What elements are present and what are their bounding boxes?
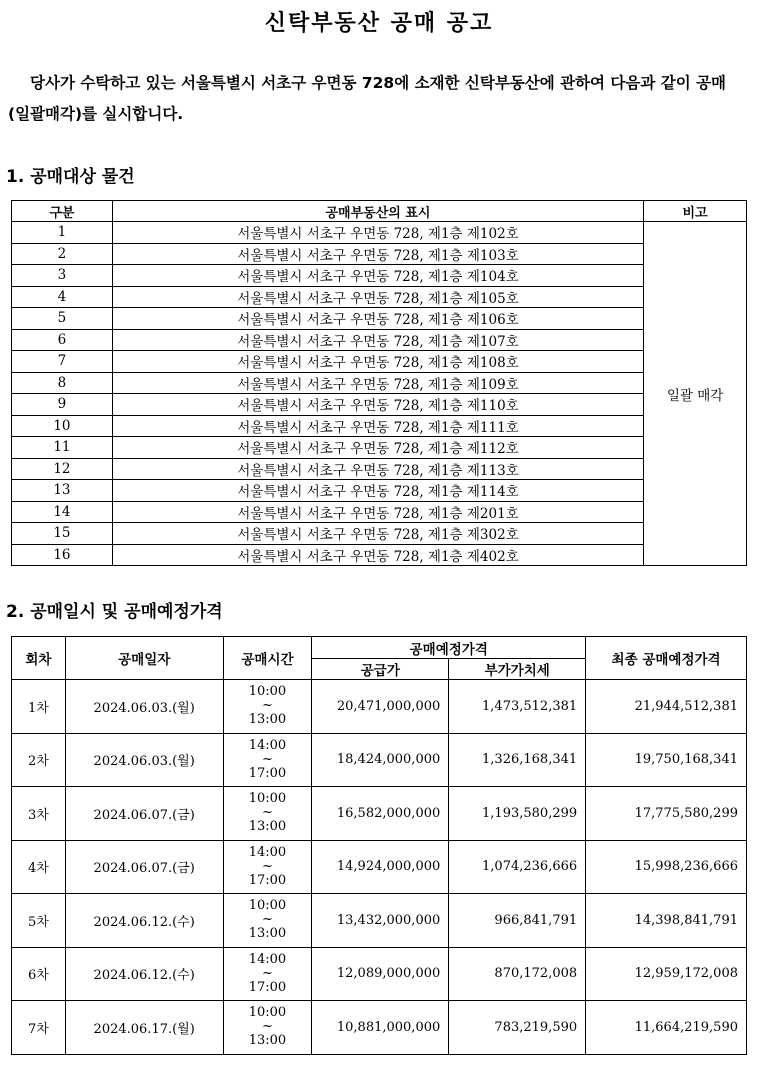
table-row (12, 680, 747, 734)
header-price-group: 공매예정가격 (312, 637, 586, 659)
round-cell: 1차 (12, 680, 66, 734)
row-number: 8 (12, 372, 113, 394)
time-tilde: ~ (262, 751, 273, 767)
time-tilde: ~ (262, 1019, 273, 1035)
final-price-cell: 14,398,841,791 (586, 894, 747, 948)
property-table-body (12, 222, 747, 566)
table-row (12, 437, 747, 459)
date-cell: 2024.06.12.(수) (65, 894, 223, 948)
supply-price-cell: 12,089,000,000 (312, 947, 449, 1001)
header-date: 공매일자 (65, 637, 223, 680)
row-number: 11 (12, 437, 113, 459)
round-cell: 7차 (12, 1001, 66, 1055)
time-end: 17:00 (248, 765, 287, 781)
table-row (12, 523, 747, 545)
supply-price-cell: 16,582,000,000 (312, 787, 449, 841)
table-row (12, 544, 747, 566)
header-vat: 부가가치세 (449, 659, 586, 680)
time-cell (223, 947, 312, 1001)
time-end: 13:00 (248, 1033, 287, 1049)
property-description: 서울특별시 서초구 우면동 728, 제1층 제105호 (112, 286, 643, 308)
final-price-cell: 21,944,512,381 (586, 680, 747, 734)
final-price-cell: 17,775,580,299 (586, 787, 747, 841)
date-cell: 2024.06.17.(월) (65, 1001, 223, 1055)
round-cell: 6차 (12, 947, 66, 1001)
table-row (12, 787, 747, 841)
note-cell: 일괄 매각 (644, 222, 747, 566)
property-description: 서울특별시 서초구 우면동 728, 제1층 제109호 (112, 372, 643, 394)
time-start: 10:00 (248, 1005, 287, 1021)
row-number: 14 (12, 501, 113, 523)
table-row (12, 372, 747, 394)
time-tilde: ~ (262, 858, 273, 874)
time-start: 10:00 (248, 898, 287, 914)
supply-price-cell: 14,924,000,000 (312, 840, 449, 894)
table-row (12, 894, 747, 948)
vat-cell: 783,219,590 (449, 1001, 586, 1055)
row-number: 2 (12, 243, 113, 265)
section2-heading: 2. 공매일시 및 공매예정가격 (6, 602, 223, 622)
table-row (12, 351, 747, 373)
table-row (12, 286, 747, 308)
round-cell: 5차 (12, 894, 66, 948)
row-number: 15 (12, 523, 113, 545)
table-row (12, 308, 747, 330)
round-cell: 2차 (12, 733, 66, 787)
row-number: 16 (12, 544, 113, 566)
row-number: 12 (12, 458, 113, 480)
table-row (12, 265, 747, 287)
final-price-cell: 19,750,168,341 (586, 733, 747, 787)
property-description: 서울특별시 서초구 우면동 728, 제1층 제302호 (112, 523, 643, 545)
time-start: 14:00 (248, 844, 287, 860)
final-price-cell: 11,664,219,590 (586, 1001, 747, 1055)
table-row (12, 415, 747, 437)
time-start: 10:00 (248, 684, 287, 700)
time-cell (223, 733, 312, 787)
table-row (12, 947, 747, 1001)
time-end: 17:00 (248, 872, 287, 888)
time-cell (223, 680, 312, 734)
property-description: 서울특별시 서초구 우면동 728, 제1층 제113호 (112, 458, 643, 480)
final-price-cell: 15,998,236,666 (586, 840, 747, 894)
vat-cell: 1,074,236,666 (449, 840, 586, 894)
date-cell: 2024.06.07.(금) (65, 840, 223, 894)
date-cell: 2024.06.03.(월) (65, 733, 223, 787)
header-note: 비고 (644, 201, 747, 222)
schedule-table-body (12, 680, 747, 1055)
round-cell: 3차 (12, 787, 66, 841)
table-row (12, 480, 747, 502)
row-number: 3 (12, 265, 113, 287)
header-category: 구분 (12, 201, 113, 222)
row-number: 4 (12, 286, 113, 308)
time-end: 13:00 (248, 926, 287, 942)
supply-price-cell: 13,432,000,000 (312, 894, 449, 948)
supply-price-cell: 10,881,000,000 (312, 1001, 449, 1055)
header-final: 최종 공매예정가격 (586, 637, 747, 680)
property-description: 서울특별시 서초구 우면동 728, 제1층 제110호 (112, 394, 643, 416)
time-end: 13:00 (248, 712, 287, 728)
time-start: 14:00 (248, 737, 287, 753)
table-row (12, 840, 747, 894)
table-row (12, 243, 747, 265)
property-description: 서울특별시 서초구 우면동 728, 제1층 제201호 (112, 501, 643, 523)
row-number: 5 (12, 308, 113, 330)
property-description: 서울특별시 서초구 우면동 728, 제1층 제103호 (112, 243, 643, 265)
round-cell: 4차 (12, 840, 66, 894)
table-row (12, 394, 747, 416)
date-cell: 2024.06.07.(금) (65, 787, 223, 841)
date-cell: 2024.06.03.(월) (65, 680, 223, 734)
property-description: 서울특별시 서초구 우면동 728, 제1층 제108호 (112, 351, 643, 373)
property-description: 서울특별시 서초구 우면동 728, 제1층 제106호 (112, 308, 643, 330)
time-cell (223, 787, 312, 841)
vat-cell: 1,473,512,381 (449, 680, 586, 734)
row-number: 10 (12, 415, 113, 437)
property-description: 서울특별시 서초구 우면동 728, 제1층 제402호 (112, 544, 643, 566)
table-row (12, 458, 747, 480)
schedule-table (11, 636, 747, 1055)
table-row (12, 733, 747, 787)
section1-heading: 1. 공매대상 물건 (6, 167, 135, 187)
row-number: 7 (12, 351, 113, 373)
header-time: 공매시간 (223, 637, 312, 680)
vat-cell: 966,841,791 (449, 894, 586, 948)
property-description: 서울특별시 서초구 우면동 728, 제1층 제111호 (112, 415, 643, 437)
property-description: 서울특별시 서초구 우면동 728, 제1층 제104호 (112, 265, 643, 287)
header-property: 공매부동산의 표시 (112, 201, 643, 222)
vat-cell: 870,172,008 (449, 947, 586, 1001)
row-number: 9 (12, 394, 113, 416)
time-cell (223, 894, 312, 948)
supply-price-cell: 18,424,000,000 (312, 733, 449, 787)
time-tilde: ~ (262, 912, 273, 928)
property-table (11, 200, 747, 566)
table-row (12, 501, 747, 523)
intro-text: 당사가 수탁하고 있는 서울특별시 서초구 우면동 728에 소재한 신탁부동산에 관하여 다음과 같이 공매(일괄매각)를 실시합니다. (8, 74, 727, 123)
row-number: 1 (12, 222, 113, 244)
time-cell (223, 840, 312, 894)
date-cell: 2024.06.12.(수) (65, 947, 223, 1001)
time-end: 17:00 (248, 979, 287, 995)
time-start: 10:00 (248, 791, 287, 807)
table-row (12, 329, 747, 351)
page-title: 신탁부동산 공매 공고 (264, 11, 494, 36)
time-end: 13:00 (248, 819, 287, 835)
property-description: 서울특별시 서초구 우면동 728, 제1층 제107호 (112, 329, 643, 351)
row-number: 13 (12, 480, 113, 502)
time-cell (223, 1001, 312, 1055)
row-number: 6 (12, 329, 113, 351)
property-description: 서울특별시 서초구 우면동 728, 제1층 제112호 (112, 437, 643, 459)
final-price-cell: 12,959,172,008 (586, 947, 747, 1001)
vat-cell: 1,326,168,341 (449, 733, 586, 787)
property-description: 서울특별시 서초구 우면동 728, 제1층 제114호 (112, 480, 643, 502)
time-start: 14:00 (248, 951, 287, 967)
time-tilde: ~ (262, 965, 273, 981)
time-tilde: ~ (262, 698, 273, 714)
table-row (12, 1001, 747, 1055)
table-row (12, 222, 747, 244)
header-round: 회차 (12, 637, 66, 680)
vat-cell: 1,193,580,299 (449, 787, 586, 841)
property-description: 서울특별시 서초구 우면동 728, 제1층 제102호 (112, 222, 643, 244)
header-supply: 공급가 (312, 659, 449, 680)
supply-price-cell: 20,471,000,000 (312, 680, 449, 734)
time-tilde: ~ (262, 805, 273, 821)
intro-paragraph (8, 68, 748, 130)
